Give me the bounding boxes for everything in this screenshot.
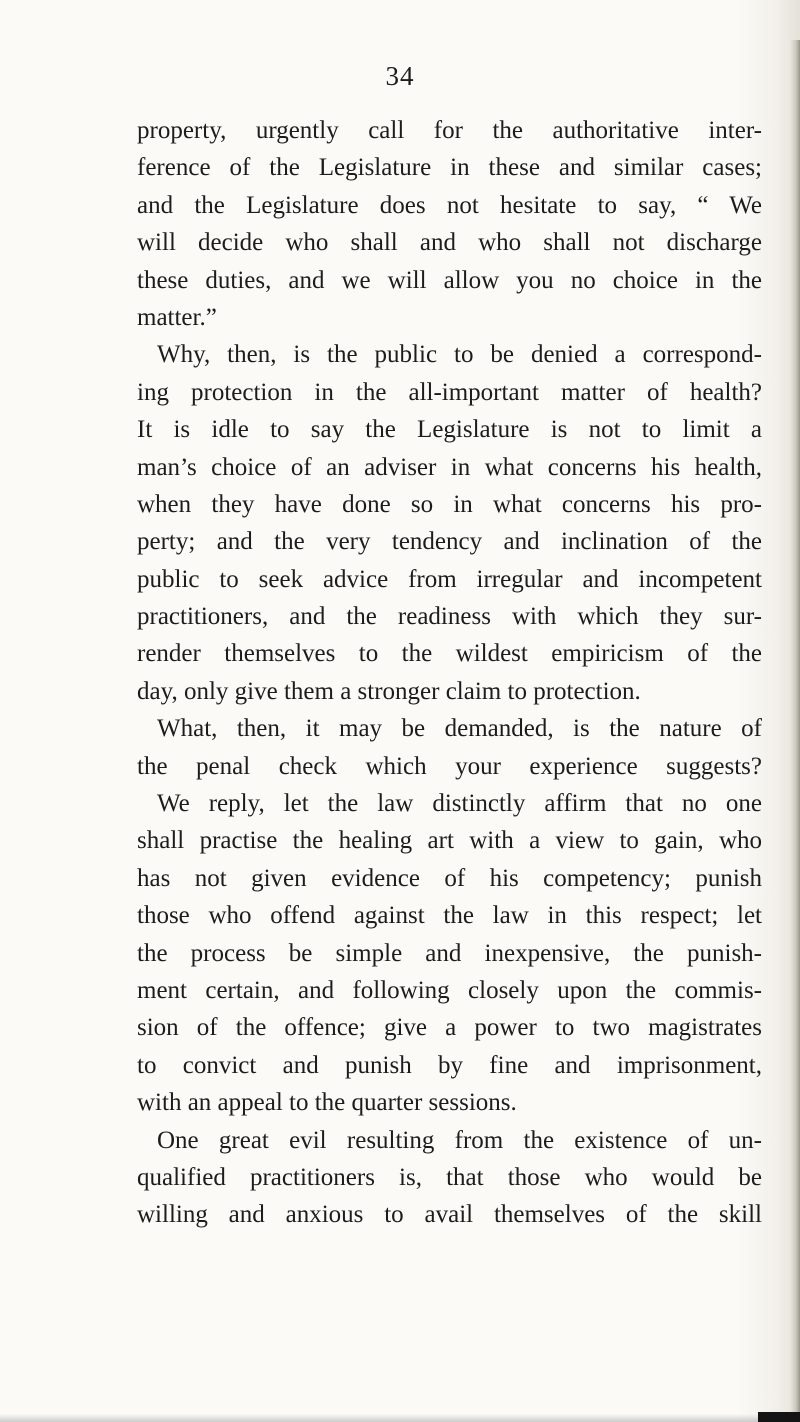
text-line: sion of the offence; give a power to two magistrates: [137, 1014, 762, 1042]
text-line: We reply, let the law distinctly affirm that no one: [157, 790, 762, 818]
text-line: ment certain, and following closely upon the commis-: [137, 976, 762, 1004]
body-text: [137, 112, 762, 1234]
text-line: practitioners, and the readiness with which they sur-: [137, 603, 762, 631]
text-line: Why, then, is the public to be denied a correspond-: [157, 341, 762, 369]
text-line: shall practise the healing art with a view to gain, who: [137, 827, 762, 855]
text-line: ference of the Legislature in these and similar cases;: [137, 154, 762, 182]
text-line: man’s choice of an adviser in what concerns his health,: [137, 453, 762, 481]
text-line: with an appeal to the quarter sessions.: [137, 1089, 517, 1117]
text-line: will decide who shall and who shall not discharge: [137, 229, 762, 257]
page-number: 34: [385, 61, 415, 91]
text-line: One great evil resulting from the existence of un-: [157, 1126, 762, 1154]
text-line: matter.”: [137, 303, 217, 331]
text-line: the penal check which your experience suggests?: [137, 752, 762, 780]
text-line: It is idle to say the Legislature is not to limit a: [137, 416, 762, 444]
page-edge-shadow: [790, 40, 800, 1422]
text-line: when they have done so in what concerns his pro-: [137, 490, 762, 518]
text-line: willing and anxious to avail themselves of the skill: [137, 1201, 762, 1229]
scan-corner-mark: [758, 1412, 800, 1422]
text-line: the process be simple and inexpensive, the punish-: [137, 939, 762, 967]
text-line: and the Legislature does not hesitate to say, “ We: [137, 191, 762, 219]
text-line: render themselves to the wildest empiricism of the: [137, 640, 762, 668]
text-line: ing protection in the all-important matter of health?: [137, 378, 762, 406]
text-line: day, only give them a stronger claim to protection.: [137, 677, 641, 705]
text-line: has not given evidence of his competency; punish: [137, 864, 762, 892]
text-line: public to seek advice from irregular and incompetent: [137, 565, 762, 593]
text-line: qualified practitioners is, that those who would be: [137, 1163, 762, 1191]
text-line: these duties, and we will allow you no choice in the: [137, 266, 762, 294]
text-line: What, then, it may be demanded, is the nature of: [157, 715, 762, 743]
text-line: to convict and punish by fine and imprisonment,: [137, 1051, 762, 1079]
text-line: perty; and the very tendency and inclination of the: [137, 528, 762, 556]
page-bottom-shadow: [0, 1414, 800, 1422]
text-line: property, urgently call for the authoritative inter-: [137, 117, 762, 144]
text-line: those who offend against the law in this respect; let: [137, 902, 762, 930]
